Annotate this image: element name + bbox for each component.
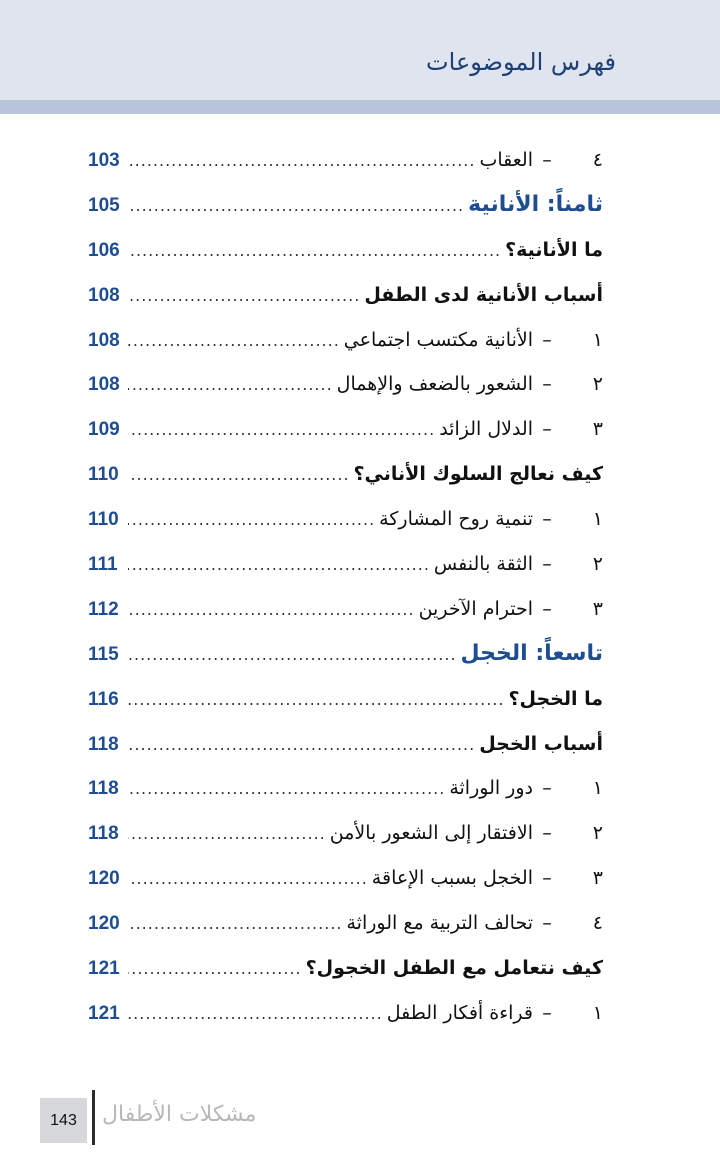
toc-entry-dash: – [542, 867, 552, 890]
toc-entry-title: احترام الآخرين [418, 597, 533, 620]
toc-entry-number: ١ [592, 1001, 603, 1024]
toc-entry [88, 183, 603, 228]
toc-entry-page: 105 [88, 194, 120, 216]
toc-leader-dots [128, 723, 475, 768]
toc-entry-title: ما الخجل؟ [508, 687, 603, 710]
toc-leader-dots [128, 633, 457, 678]
header-rule [0, 100, 720, 114]
toc-entry [88, 856, 603, 901]
toc-entry-page: 118 [88, 733, 119, 755]
toc-entry [88, 901, 603, 946]
toc-entry [88, 632, 603, 677]
toc-leader-dots [128, 229, 501, 274]
toc-leader-dots [128, 274, 360, 319]
toc-entry-number: ٢ [592, 822, 603, 845]
footer-divider [92, 1090, 95, 1145]
toc-entry-title: الأنانية مكتسب اجتماعي [343, 328, 533, 351]
toc-entry-page: 110 [88, 509, 119, 531]
toc-leader-dots [128, 184, 464, 229]
toc-entry-title: ثامناً: الأنانية [468, 191, 603, 217]
toc-entry [88, 138, 603, 183]
toc-entry-page: 103 [88, 150, 120, 171]
page-number: 143 [50, 1112, 77, 1129]
toc-entry [88, 542, 603, 587]
toc-entry [88, 811, 603, 856]
toc-entry-title: الثقة بالنفس [433, 553, 533, 576]
toc-entry [88, 497, 603, 542]
toc-entry-dash: – [542, 418, 552, 441]
toc-entry-page: 108 [88, 374, 120, 396]
toc-entry [88, 677, 603, 722]
toc-leader-dots [128, 363, 333, 408]
toc-leader-dots [128, 319, 340, 364]
toc-entry-title: كيف نتعامل مع الطفل الخجول؟ [305, 957, 603, 980]
toc-entry-title: تاسعاً: الخجل [460, 640, 603, 666]
toc-entry-dash: – [542, 912, 552, 935]
toc-entry [88, 946, 603, 991]
toc-entry-number: ١ [592, 777, 603, 800]
toc-entry [88, 273, 603, 318]
toc-entry-title: العقاب [479, 149, 533, 171]
toc-entry-number: ٤ [592, 912, 603, 935]
toc-entry-title: الدلال الزائد [439, 418, 533, 441]
toc-leader-dots [128, 902, 342, 947]
toc-entry-page: 111 [88, 554, 118, 576]
toc-entry-number: ٣ [592, 597, 603, 620]
toc-entry-title: تحالف التربية مع الوراثة [346, 912, 533, 935]
toc-entry-dash: – [542, 328, 552, 351]
toc-entry-title: كيف نعالج السلوك الأناني؟ [353, 463, 603, 486]
toc-entry-page: 109 [88, 419, 120, 441]
toc-leader-dots [128, 678, 504, 723]
book-title: مشكلات الأطفال [102, 1102, 257, 1127]
toc-entry-page: 112 [88, 598, 119, 620]
toc-entry-number: ٢ [592, 373, 603, 396]
toc-entry [88, 587, 603, 632]
toc-leader-dots [128, 767, 445, 812]
toc-entry-page: 118 [88, 823, 119, 845]
toc-entry-number: ١ [592, 508, 603, 531]
toc-entry-page: 118 [88, 778, 119, 800]
toc-entry [88, 407, 603, 452]
toc-leader-dots [128, 139, 475, 184]
toc-entry-page: 115 [88, 643, 119, 665]
toc-leader-dots [128, 543, 430, 588]
toc-entry [88, 452, 603, 497]
toc-entry-dash: – [542, 373, 552, 396]
toc-entry-dash: – [542, 822, 552, 845]
toc-entry-title: دور الوراثة [449, 777, 533, 800]
toc-leader-dots [128, 408, 435, 453]
toc-entry-page: 110 [88, 464, 119, 486]
toc-entry-page: 106 [88, 239, 120, 261]
toc-leader-dots [128, 947, 302, 992]
toc-entry-title: قراءة أفكار الطفل [386, 1001, 533, 1024]
toc-entry-number: ٤ [592, 149, 603, 171]
toc-entry-page: 108 [88, 329, 120, 351]
toc-leader-dots [128, 812, 326, 857]
toc-entry-title: الخجل بسبب الإعاقة [371, 867, 533, 890]
toc-entry-dash: – [542, 777, 552, 800]
toc-entry [88, 362, 603, 407]
toc-entry-title: ما الأنانية؟ [505, 238, 603, 261]
toc-entry [88, 318, 603, 363]
toc-entry-number: ٣ [592, 418, 603, 441]
toc-entry-page: 121 [88, 958, 120, 980]
toc-entry-title: الافتقار إلى الشعور بالأمن [329, 822, 533, 845]
toc-entry-page: 116 [88, 688, 119, 710]
toc-entry-title: أسباب الأنانية لدى الطفل [364, 283, 603, 306]
table-of-contents [88, 138, 603, 1036]
toc-entry [88, 766, 603, 811]
toc-entry [88, 228, 603, 273]
toc-entry-dash: – [542, 508, 552, 531]
toc-entry [88, 722, 603, 767]
toc-leader-dots [128, 992, 383, 1037]
toc-entry-number: ٢ [592, 553, 603, 576]
toc-entry-page: 108 [88, 284, 120, 306]
toc-entry-dash: – [542, 597, 552, 620]
toc-entry-number: ١ [592, 328, 603, 351]
toc-entry-title: تنمية روح المشاركة [379, 508, 533, 531]
toc-leader-dots [128, 498, 375, 543]
page-title: فهرس الموضوعات [426, 48, 616, 76]
toc-entry-title: أسباب الخجل [479, 732, 603, 755]
toc-entry [88, 991, 603, 1036]
toc-leader-dots [128, 857, 368, 902]
toc-entry-dash: – [542, 149, 552, 171]
toc-leader-dots [128, 453, 350, 498]
toc-entry-page: 120 [88, 868, 120, 890]
toc-leader-dots [128, 588, 415, 633]
toc-entry-dash: – [542, 553, 552, 576]
toc-entry-number: ٣ [592, 867, 603, 890]
toc-entry-dash: – [542, 1001, 552, 1024]
toc-entry-page: 121 [88, 1002, 120, 1024]
toc-entry-title: الشعور بالضعف والإهمال [336, 373, 533, 396]
toc-entry-page: 120 [88, 913, 120, 935]
